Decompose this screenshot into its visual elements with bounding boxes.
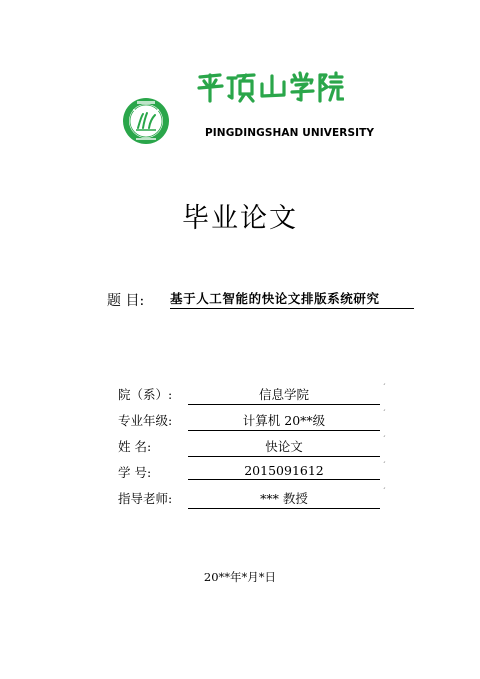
info-row-major-year	[118, 411, 388, 429]
student-id-label: 学 号:	[118, 465, 152, 480]
line-end-mark: ´	[382, 435, 386, 444]
university-name-english: PINGDINGSHAN UNIVERSITY	[205, 127, 375, 139]
line-end-mark: ´	[382, 487, 386, 496]
department-label: 院（系）:	[118, 387, 173, 402]
major-year-value: 计算机 20**级	[188, 411, 380, 431]
advisor-value: *** 教授	[188, 489, 380, 509]
name-label: 姓 名:	[118, 439, 152, 454]
advisor-label: 指导老师:	[118, 491, 173, 506]
topic-value: 基于人工智能的快论文排版系统研究	[170, 289, 414, 309]
date-line: 20**年*月*日	[203, 570, 277, 584]
line-end-mark: ´	[382, 409, 386, 418]
info-row-department	[118, 385, 388, 403]
line-end-mark: ´	[382, 383, 386, 392]
major-year-label: 专业年级:	[118, 413, 173, 428]
university-calligraphy-logo	[196, 68, 344, 104]
info-row-name	[118, 437, 388, 455]
info-row-advisor	[118, 489, 388, 507]
university-seal-icon	[122, 97, 170, 145]
document-title: 毕业论文	[182, 203, 298, 234]
line-end-mark: ´	[382, 461, 386, 470]
info-row-student-id	[118, 463, 388, 481]
department-value: 信息学院	[188, 385, 380, 405]
student-id-value: 2015091612	[188, 463, 380, 480]
topic-label: 题 目:	[107, 293, 145, 309]
name-value: 快论文	[188, 437, 380, 457]
